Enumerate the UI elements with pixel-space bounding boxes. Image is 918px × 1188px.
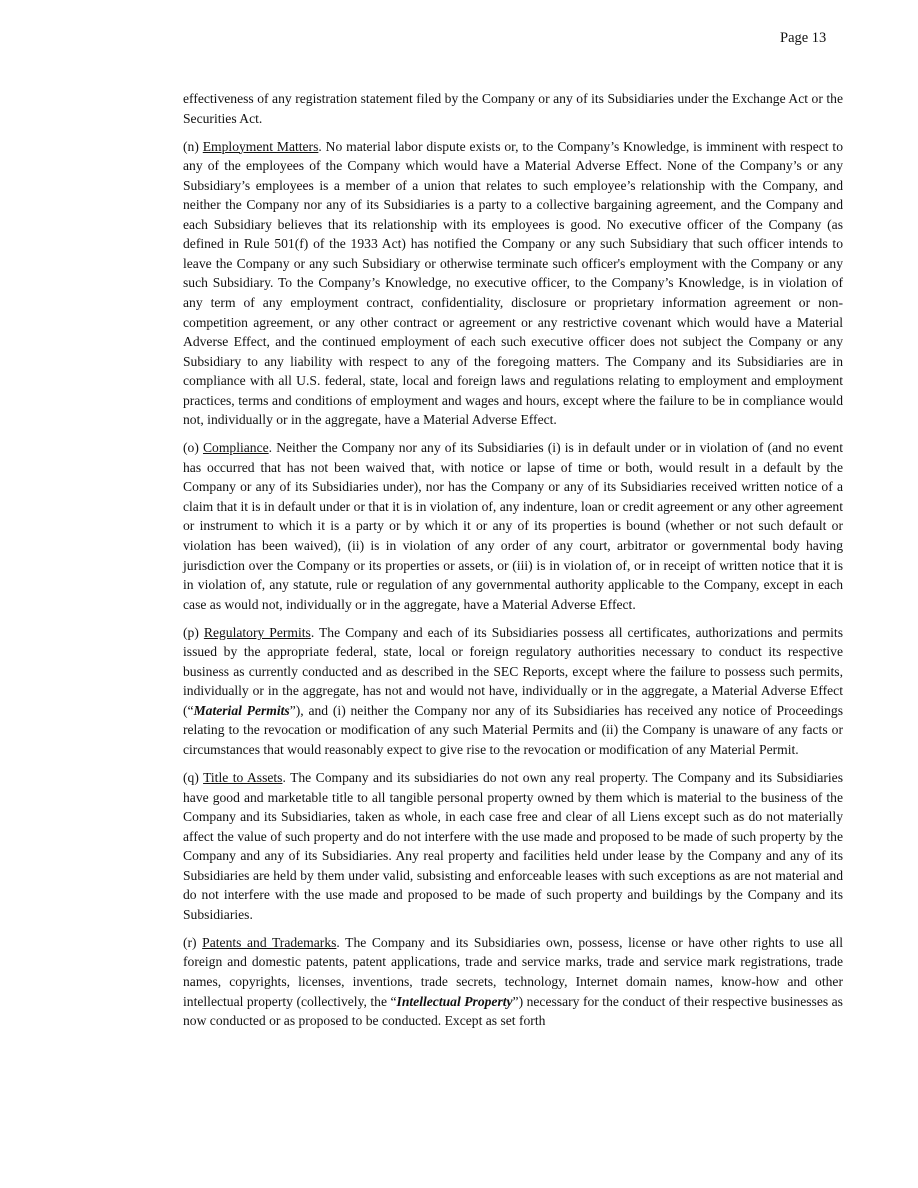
section-label: (r) bbox=[183, 934, 197, 950]
defined-term: Material Permits bbox=[193, 702, 290, 718]
section-heading: Regulatory Permits bbox=[203, 624, 311, 640]
section-heading: Patents and Trademarks bbox=[202, 934, 337, 950]
paragraph-text: effectiveness of any registration statement filed by the Company or any of its Subsidiaries under the Exchange Act or the Securities Act. bbox=[183, 91, 843, 126]
paragraph-continuation bbox=[183, 89, 843, 128]
section-heading: Title to Assets bbox=[203, 770, 283, 786]
paragraph-employment-matters bbox=[183, 137, 843, 430]
paragraph-compliance bbox=[183, 438, 843, 614]
paragraph-text: . The Company and its subsidiaries do not own any real property. The Company and its Subsidiaries have good and marketable title to all tangible personal property owned by them which is material to the business of the Company and its Subsidiaries, taken as whole, in each case free and clear of all Liens except such as do not materially affect the value of such property and do not interfere with the use made and proposed to be made of such property by the Company and any of its Subsidiaries. Any real property and facilities held under lease by the Company and any of its Subsidiaries are held by them under valid, subsisting and enforceable leases with such exceptions as are not material and do not interfere with the use made and proposed to be made of such property and buildings by the Company and its Subsidiaries. bbox=[183, 770, 844, 922]
paragraph-text: . The Company and its Subsidiaries own, possess, license or have other rights to use all foreign and domestic patents, patent applications, trade and service marks, trade and service mark registrations, trade names, copyrights, licenses, inventions, trade secrets, technology, Internet domain names, know-how and other intellectual property (collectively, the “ bbox=[183, 934, 844, 1009]
page-number: Page 13 bbox=[780, 30, 827, 46]
paragraph-text: . No material labor dispute exists or, to the Company’s Knowledge, is imminent with respect to any of the employees of the Company which would have a Material Adverse Effect. None of the Company’s or any Subsidiary’s employees is a member of a union that relates to such employee’s relationship with the Company, and neither the Company nor any of its Subsidiaries is a party to a collective bargaining agreement, and the Company and each Subsidiary believes that its relationship with its employees is good. No executive officer of the Company (as defined in Rule 501(f) of the 1933 Act) has notified the Company or any such Subsidiary that such officer intends to leave the Company or any such Subsidiary or otherwise terminate such officer's employment with the Company or any such Subsidiary. To the Company’s Knowledge, no executive officer, to the Company’s Knowledge, is in violation of any term of any employment contract, confidentiality, disclosure or proprietary information agreement or non-competition agreement, or any other contract or agreement or any restrictive covenant which would have a Material Adverse Effect, and the continued employment of each such executive officer does not subject the Company or any Subsidiary to any liability with respect to any of the foregoing matters. The Company and its Subsidiaries are in compliance with all U.S. federal, state, local and foreign laws and regulations relating to employment and employment practices, terms and conditions of employment and wages and hours, except where the failure to be in compliance would not, individually or in the aggregate, have a Material Adverse Effect. bbox=[183, 138, 843, 428]
paragraph-text: ”) necessary for the conduct of their respective businesses as now conducted or as proposed to be conducted. Except as set forth bbox=[183, 993, 843, 1029]
paragraph-text: . The Company and each of its Subsidiaries possess all certificates, authorizations and permits issued by the appropriate federal, state, local or foreign regulatory authorities necessary to conduct its respective business as currently conducted and as described in the SEC Reports, except where the failure to possess such permits, individually or in the aggregate, has not and would not have, individually or in the aggregate, a Material Adverse Effect (“ bbox=[183, 624, 844, 718]
paragraph-patents-trademarks bbox=[183, 933, 843, 1031]
paragraph-title-to-assets bbox=[183, 768, 843, 924]
paragraph-text: . Neither the Company nor any of its Subsidiaries (i) is in default under or in violation of (and no event has occurred that has not been waived that, with notice or lapse of time or both, would result in a default by the Company or any of its Subsidiaries under), nor has the Company or any of its Subsidiaries received written notice of a claim that it is in default under or that it is in violation of, any indenture, loan or credit agreement or any other agreement or instrument to which it is a party or by which it or any of its properties is bound (whether or not such default or violation has been waived), (ii) is in violation of any order of any court, arbitrator or governmental body having jurisdiction over the Company or its properties or assets, or (iii) is in violation of, or in receipt of written notice that it is in violation of, any statute, rule or regulation of any governmental authority applicable to the Company, except in each case as would not, individually or in the aggregate, have a Material Adverse Effect. bbox=[183, 440, 843, 612]
section-label: (q) bbox=[183, 770, 199, 786]
section-label: (n) bbox=[183, 138, 199, 154]
section-heading: Employment Matters bbox=[202, 138, 319, 154]
document-body bbox=[183, 89, 843, 1039]
paragraph-regulatory-permits bbox=[183, 623, 843, 760]
paragraph-text: ”), and (i) neither the Company nor any of its Subsidiaries has received any notice of Proceedings relating to the revocation or modification of any such Material Permits and (ii) the Company is unaware of any facts or circumstances that would reasonably expect to give rise to the revocation or modification of any Material Permit. bbox=[183, 702, 843, 757]
defined-term: Intellectual Property bbox=[396, 993, 513, 1009]
section-label: (p) bbox=[183, 624, 199, 640]
section-heading: Compliance bbox=[202, 440, 269, 456]
section-label: (o) bbox=[183, 440, 199, 456]
